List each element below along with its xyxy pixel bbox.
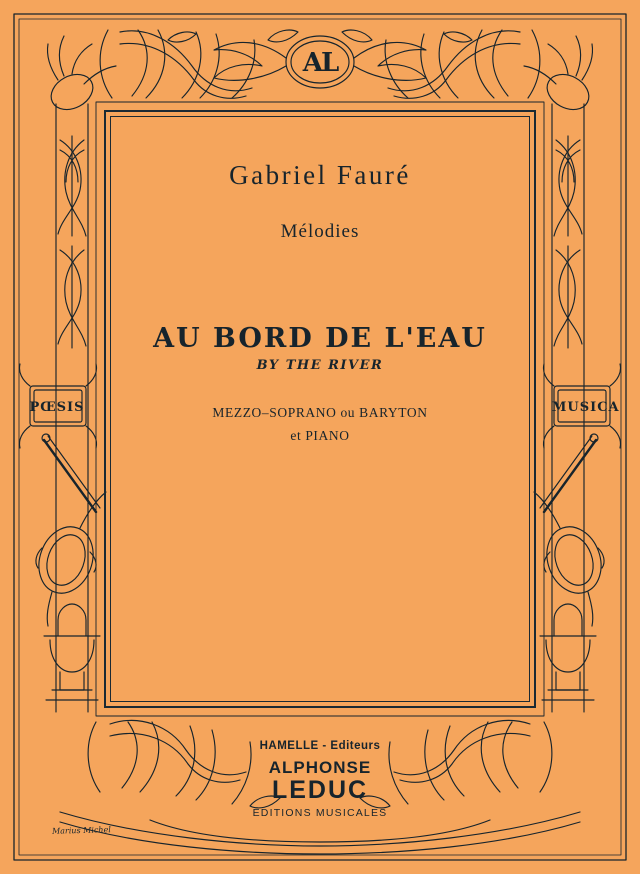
publisher-name-second: LEDUC — [271, 776, 369, 804]
publisher-tagline: ÉDITIONS MUSICALES — [252, 807, 388, 819]
scoring-voice: MEZZO–SOPRANO ou BARYTON — [212, 405, 428, 420]
cartouche-label-musica: MUSICA — [552, 400, 620, 415]
publisher-name-first: ALPHONSE — [268, 758, 372, 777]
scoring-instrument: et PIANO — [290, 428, 350, 443]
composer-name: Gabriel Fauré — [229, 160, 411, 190]
publisher-editor: HAMELLE - Editeurs — [259, 740, 381, 752]
collection-name: Mélodies — [280, 221, 360, 242]
work-subtitle-translation: BY THE RIVER — [256, 358, 384, 373]
publisher-monogram: AL — [302, 48, 338, 78]
work-title: AU BORD DE L'EAU — [153, 323, 487, 354]
publisher-block — [0, 740, 640, 819]
engraver-signature: Marius Michel — [51, 825, 111, 836]
title-block — [110, 116, 530, 444]
cartouche-label-poesis: PŒSIS — [29, 400, 85, 415]
